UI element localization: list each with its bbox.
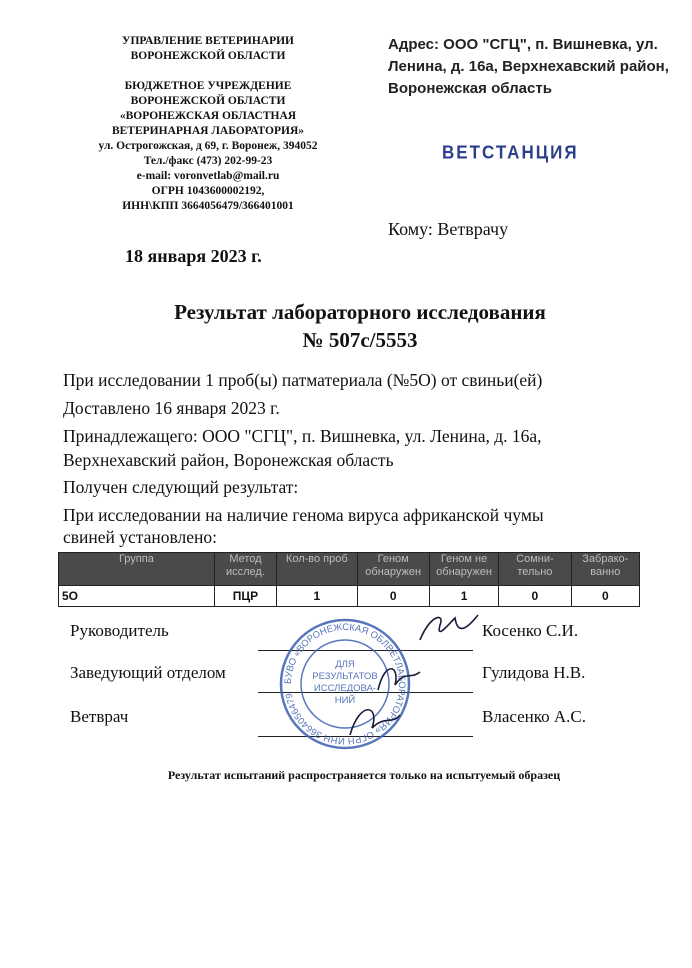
svg-text:НИЙ: НИЙ bbox=[334, 695, 356, 706]
cell-rejected: 0 bbox=[571, 586, 639, 607]
title-line: Результат лабораторного исследования bbox=[174, 300, 546, 324]
body-line: Доставлено 16 января 2023 г. bbox=[63, 398, 280, 418]
cell-doubtful: 0 bbox=[499, 586, 571, 607]
body-line: свиней установлено: bbox=[63, 527, 218, 547]
org-line: УПРАВЛЕНИЕ ВЕТЕРИНАРИИ bbox=[122, 35, 294, 47]
handwritten-signatures bbox=[350, 615, 478, 735]
spacer bbox=[68, 64, 348, 79]
footer-note: Результат испытаний распространяется только на испытуемый образец bbox=[167, 768, 561, 782]
svg-text:ДЛЯ: ДЛЯ bbox=[335, 659, 355, 670]
recipient: Кому: Ветврачу bbox=[388, 219, 509, 239]
col-header: Группа bbox=[59, 553, 215, 586]
signature-line bbox=[258, 650, 473, 651]
col-header: Кол-во проб bbox=[277, 553, 357, 586]
signatory-role: Руководитель bbox=[70, 621, 169, 640]
col-header: Геном не обнаружен bbox=[429, 553, 498, 586]
col-header: Геном обнаружен bbox=[357, 553, 429, 586]
signatory-name: Власенко А.С. bbox=[482, 707, 587, 726]
document-title bbox=[0, 298, 692, 354]
col-header: Сомни-тельно bbox=[499, 553, 571, 586]
cell-detected: 0 bbox=[357, 586, 429, 607]
body-line: Верхнехавский район, Воронежская область bbox=[63, 450, 394, 470]
org-line: ВОРОНЕЖСКОЙ ОБЛАСТИ bbox=[130, 50, 286, 62]
vetstation-stamp: ВЕТСТАНЦИЯ bbox=[442, 142, 579, 163]
cell-method: ПЦР bbox=[214, 586, 276, 607]
signatory-role: Заведующий отделом bbox=[70, 663, 226, 682]
signatory-role: Ветврач bbox=[70, 707, 129, 726]
round-seal bbox=[281, 620, 409, 748]
body-line: При исследовании на наличие генома вируса африканской чумы bbox=[63, 505, 544, 525]
signatory-name: Косенко С.И. bbox=[482, 621, 579, 640]
table-row bbox=[59, 586, 640, 607]
org-line: ВЕТЕРИНАРНАЯ ЛАБОРАТОРИЯ» bbox=[111, 125, 305, 137]
signature-line bbox=[258, 692, 473, 693]
org-line: ОГРН 1043600002192, bbox=[151, 185, 265, 197]
results-table bbox=[58, 552, 640, 607]
svg-text:РЕЗУЛЬТАТОВ: РЕЗУЛЬТАТОВ bbox=[312, 671, 378, 682]
document-date: 18 января 2023 г. bbox=[125, 246, 262, 266]
org-line: Тел./факс (473) 202-99-23 bbox=[143, 155, 273, 167]
signature-line bbox=[258, 736, 473, 737]
body-line: При исследовании 1 проб(ы) патматериала (№5О) от свиньи(ей) bbox=[63, 370, 543, 390]
org-line: БЮДЖЕТНОЕ УЧРЕЖДЕНИЕ bbox=[124, 80, 292, 92]
signatory-name: Гулидова Н.В. bbox=[482, 663, 586, 682]
col-header: Забрако-ванно bbox=[571, 553, 639, 586]
body-line: Получен следующий результат: bbox=[63, 477, 299, 497]
organization-header bbox=[68, 34, 348, 214]
col-header: Метод исслед. bbox=[214, 553, 276, 586]
org-line: ИНН\КПП 3664056479/366401001 bbox=[122, 200, 294, 212]
result-number: № 507с/5553 bbox=[302, 328, 418, 352]
cell-group: 5О bbox=[59, 586, 215, 607]
svg-text:ИССЛЕДОВА-: ИССЛЕДОВА- bbox=[313, 683, 377, 694]
svg-text:БУВО «ВОРОНЕЖСКАЯ ОБЛВЕТЛАБОРА: БУВО «ВОРОНЕЖСКАЯ ОБЛВЕТЛАБОРАТОРИЯ» ОГРН ИНН 3664056479 bbox=[282, 621, 408, 747]
cell-not-detected: 1 bbox=[429, 586, 498, 607]
org-line: ВОРОНЕЖСКОЙ ОБЛАСТИ bbox=[130, 95, 286, 107]
org-line: «ВОРОНЕЖСКАЯ ОБЛАСТНАЯ bbox=[119, 110, 297, 122]
table-header-row bbox=[59, 553, 640, 586]
org-line: e-mail: voronvetlab@mail.ru bbox=[136, 170, 280, 182]
body-line: Принадлежащего: ООО "СГЦ", п. Вишневка, ул. Ленина, д. 16а, bbox=[63, 426, 542, 446]
recipient-address: Адрес: ООО "СГЦ", п. Вишневка, ул. Ленина, д. 16а, Верхнехавский район, Воронежская область bbox=[388, 36, 669, 97]
org-line: ул. Острогожская, д 69, г. Воронеж, 394052 bbox=[98, 140, 318, 152]
cell-count: 1 bbox=[277, 586, 357, 607]
